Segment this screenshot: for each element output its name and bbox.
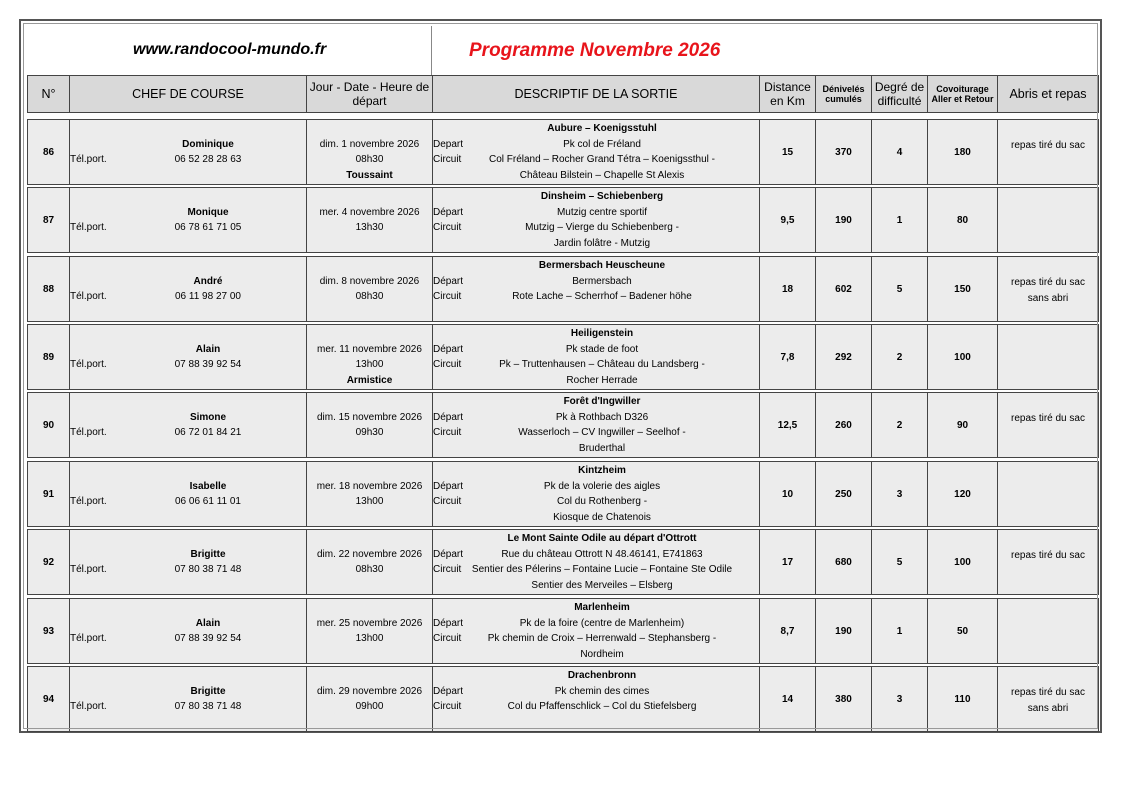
meal-info: repas tiré du sac <box>1011 413 1085 424</box>
outing-title: Marlenheim <box>574 602 630 613</box>
chef-cell <box>70 667 307 732</box>
chef-cell <box>70 188 307 253</box>
depart-place: Pk de la foire (centre de Marlenheim) <box>519 617 685 629</box>
chef-name: Monique <box>187 206 229 218</box>
date-cell <box>307 393 433 458</box>
carpool-cost: 100 <box>928 325 998 390</box>
meal-cell <box>998 393 1099 458</box>
circuit-line-1: Mutzig – Vierge du Schiebenberg - <box>525 222 679 233</box>
carpool-cost: 180 <box>928 120 998 185</box>
tel-label: Tél.port. <box>70 633 107 644</box>
outing-date: dim. 15 novembre 2026 <box>316 411 423 423</box>
row-number: 88 <box>28 257 70 322</box>
depart-label: Départ <box>433 480 464 492</box>
depart-place: Pk de la volerie des aigles <box>543 480 661 492</box>
depart-place: Pk à Rothbach D326 <box>555 411 649 423</box>
col-header-covoiturage: Covoiturage Aller et Retour <box>928 76 998 113</box>
difficulty: 3 <box>872 667 928 732</box>
chef-phone[interactable]: 06 78 61 71 05 <box>174 222 242 233</box>
tel-label: Tél.port. <box>70 359 107 370</box>
circuit-line-2: Château Bilstein – Chapelle St Alexis <box>519 169 685 181</box>
chef-name: Alain <box>195 343 221 355</box>
elevation-gain: 260 <box>816 393 872 458</box>
description-cell <box>433 120 760 185</box>
row-number: 94 <box>28 667 70 732</box>
outing-date: dim. 29 novembre 2026 <box>316 685 423 697</box>
tel-label: Tél.port. <box>70 291 107 302</box>
difficulty: 1 <box>872 599 928 664</box>
outing-title: Heiligenstein <box>570 328 634 339</box>
program-row <box>27 529 1099 595</box>
col-header-num: N° <box>28 76 70 113</box>
meal-cell <box>998 530 1099 595</box>
departure-time: 13h30 <box>355 222 384 233</box>
col-header-date: Jour - Date - Heure de départ <box>307 76 433 113</box>
distance-km: 17 <box>760 530 816 595</box>
outing-date: mer. 4 novembre 2026 <box>319 206 420 218</box>
col-header-chef: CHEF DE COURSE <box>70 76 307 113</box>
shelter-info: sans abri <box>1027 292 1069 304</box>
meal-info: repas tiré du sac <box>1011 277 1085 288</box>
outing-title: Le Mont Sainte Odile au départ d'Ottrott <box>507 533 697 544</box>
circuit-label: Circuit <box>433 564 462 575</box>
document-frame <box>19 19 1102 733</box>
elevation-gain: 292 <box>816 325 872 390</box>
holiday-note: Toussaint <box>346 169 393 181</box>
date-cell <box>307 120 433 185</box>
circuit-line-2: Sentier des Merveiles – Elsberg <box>531 579 673 591</box>
date-cell <box>307 257 433 322</box>
circuit-line-1: Col du Rothenberg - <box>556 496 648 507</box>
description-cell <box>433 393 760 458</box>
distance-km: 9,5 <box>760 188 816 253</box>
difficulty: 2 <box>872 393 928 458</box>
row-number: 86 <box>28 120 70 185</box>
holiday-note: Armistice <box>346 374 393 386</box>
holiday-note <box>307 647 432 663</box>
depart-place: Bermersbach <box>572 275 632 287</box>
circuit-label: Circuit <box>433 496 462 507</box>
distance-km: 15 <box>760 120 816 185</box>
tel-label: Tél.port. <box>70 222 107 233</box>
holiday-note <box>307 236 432 252</box>
col-header-desc: DESCRIPTIF DE LA SORTIE <box>433 76 760 113</box>
chef-cell <box>70 393 307 458</box>
departure-time: 08h30 <box>355 564 384 575</box>
date-cell <box>307 667 433 732</box>
program-row <box>27 461 1099 527</box>
depart-label: Depart <box>433 138 464 150</box>
chef-phone[interactable]: 07 88 39 92 54 <box>174 633 242 644</box>
difficulty: 1 <box>872 188 928 253</box>
circuit-line-2: Jardin folâtre - Mutzig <box>553 237 651 249</box>
depart-label: Départ <box>433 411 464 423</box>
distance-km: 18 <box>760 257 816 322</box>
elevation-gain: 602 <box>816 257 872 322</box>
meal-cell <box>998 599 1099 664</box>
description-cell <box>433 599 760 664</box>
date-cell <box>307 188 433 253</box>
row-number: 89 <box>28 325 70 390</box>
depart-place: Pk col de Fréland <box>563 138 641 150</box>
departure-time: 13h00 <box>355 633 384 644</box>
carpool-cost: 90 <box>928 393 998 458</box>
chef-cell <box>70 462 307 527</box>
chef-cell <box>70 599 307 664</box>
program-row <box>27 119 1099 185</box>
elevation-gain: 190 <box>816 188 872 253</box>
chef-name: Isabelle <box>189 480 227 492</box>
row-number: 87 <box>28 188 70 253</box>
difficulty: 5 <box>872 257 928 322</box>
col-header-abris: Abris et repas <box>998 76 1099 113</box>
col-header-degre: Degré de difficulté <box>872 76 928 113</box>
carpool-cost: 120 <box>928 462 998 527</box>
circuit-line-1: Col Fréland – Rocher Grand Tétra – Koenigssthul - <box>488 154 716 165</box>
chef-cell <box>70 530 307 595</box>
chef-name: André <box>193 275 223 287</box>
meal-info: repas tiré du sac <box>1011 550 1085 561</box>
shelter-info: sans abri <box>1027 702 1069 714</box>
circuit-label: Circuit <box>433 633 462 644</box>
carpool-cost: 50 <box>928 599 998 664</box>
meal-cell <box>998 667 1099 732</box>
circuit-label: Circuit <box>433 222 462 233</box>
chef-cell <box>70 257 307 322</box>
outing-date: mer. 18 novembre 2026 <box>316 480 423 492</box>
tel-label: Tél.port. <box>70 427 107 438</box>
date-cell <box>307 462 433 527</box>
col-header-deniveles: Dénivelés cumulés <box>816 76 872 113</box>
distance-km: 14 <box>760 667 816 732</box>
program-row <box>27 187 1099 253</box>
description-cell <box>433 530 760 595</box>
departure-time: 09h00 <box>355 701 384 712</box>
departure-time: 09h30 <box>355 427 384 438</box>
circuit-line-2: Rocher Herrade <box>566 374 638 386</box>
outing-title: Bermersbach Heuscheune <box>538 260 666 271</box>
tel-label: Tél.port. <box>70 496 107 507</box>
column-header-table <box>27 75 1099 113</box>
meal-cell <box>998 120 1099 185</box>
depart-label: Départ <box>433 685 464 697</box>
carpool-cost: 150 <box>928 257 998 322</box>
chef-phone[interactable]: 07 80 38 71 48 <box>174 701 242 712</box>
chef-phone[interactable]: 07 88 39 92 54 <box>174 359 242 370</box>
difficulty: 2 <box>872 325 928 390</box>
holiday-note <box>307 510 432 526</box>
circuit-label: Circuit <box>433 427 462 438</box>
circuit-line-1: Rote Lache – Scherrhof – Badener höhe <box>512 291 692 302</box>
row-number: 93 <box>28 599 70 664</box>
holiday-note <box>307 578 432 594</box>
program-row <box>27 598 1099 664</box>
chef-cell <box>70 325 307 390</box>
departure-time: 08h30 <box>355 154 384 165</box>
meal-cell <box>998 325 1099 390</box>
circuit-label: Circuit <box>433 701 462 712</box>
departure-time: 13h00 <box>355 359 384 370</box>
description-cell <box>433 462 760 527</box>
chef-phone[interactable]: 06 72 01 84 21 <box>174 427 242 438</box>
tel-label: Tél.port. <box>70 154 107 165</box>
elevation-gain: 680 <box>816 530 872 595</box>
distance-km: 7,8 <box>760 325 816 390</box>
circuit-line-2: Bruderthal <box>578 442 626 454</box>
depart-label: Départ <box>433 343 464 355</box>
row-number: 90 <box>28 393 70 458</box>
program-row <box>27 392 1099 458</box>
elevation-gain: 380 <box>816 667 872 732</box>
col-header-distance: Distance en Km <box>760 76 816 113</box>
elevation-gain: 190 <box>816 599 872 664</box>
holiday-note <box>307 441 432 457</box>
program-row <box>27 324 1099 390</box>
outing-title: Aubure – Koenigsstuhl <box>547 123 657 134</box>
departure-time: 08h30 <box>355 291 384 302</box>
outing-date: dim. 8 novembre 2026 <box>319 275 420 287</box>
outing-title: Drachenbronn <box>567 670 637 681</box>
circuit-line-1: Sentier des Pélerins – Fontaine Lucie – Fontaine Ste Odile <box>471 564 733 575</box>
depart-label: Départ <box>433 206 464 218</box>
circuit-label: Circuit <box>433 291 462 302</box>
circuit-line-1: Pk – Truttenhausen – Château du Landsberg - <box>499 359 705 370</box>
outing-title: Forêt d'Ingwiller <box>563 396 641 407</box>
difficulty: 4 <box>872 120 928 185</box>
chef-name: Brigitte <box>190 685 226 697</box>
description-cell <box>433 325 760 390</box>
distance-km: 8,7 <box>760 599 816 664</box>
site-url[interactable]: www.randocool-mundo.fr <box>133 41 327 58</box>
program-row <box>27 666 1099 732</box>
depart-place: Pk chemin des cimes <box>554 685 650 697</box>
circuit-label: Circuit <box>433 154 462 165</box>
meal-info: repas tiré du sac <box>1011 687 1085 698</box>
outing-date: dim. 1 novembre 2026 <box>319 138 420 150</box>
outing-title: Dinsheim – Schiebenberg <box>540 191 664 202</box>
holiday-note <box>307 305 432 321</box>
outing-date: mer. 25 novembre 2026 <box>316 617 423 629</box>
header-divider <box>431 26 432 75</box>
description-cell <box>433 188 760 253</box>
date-cell <box>307 599 433 664</box>
carpool-cost: 110 <box>928 667 998 732</box>
depart-label: Départ <box>433 548 464 560</box>
circuit-line-1: Wasserloch – CV Ingwiller – Seelhof - <box>518 427 686 438</box>
chef-phone[interactable]: 06 06 61 11 01 <box>175 496 241 507</box>
chef-phone[interactable]: 07 80 38 71 48 <box>174 564 242 575</box>
circuit-label: Circuit <box>433 359 462 370</box>
program-row <box>27 256 1099 322</box>
program-title: Programme Novembre 2026 <box>469 40 721 61</box>
row-number: 91 <box>28 462 70 527</box>
depart-place: Mutzig centre sportif <box>556 206 648 218</box>
chef-cell <box>70 120 307 185</box>
chef-phone[interactable]: 06 11 98 27 00 <box>175 291 241 302</box>
departure-time: 13h00 <box>355 496 384 507</box>
difficulty: 5 <box>872 530 928 595</box>
chef-name: Dominique <box>182 138 234 150</box>
difficulty: 3 <box>872 462 928 527</box>
meal-cell <box>998 462 1099 527</box>
meal-cell <box>998 188 1099 253</box>
distance-km: 12,5 <box>760 393 816 458</box>
row-number: 92 <box>28 530 70 595</box>
carpool-cost: 100 <box>928 530 998 595</box>
description-cell <box>433 257 760 322</box>
depart-place: Rue du château Ottrott N 48.46141, E741863 <box>501 548 703 560</box>
carpool-cost: 80 <box>928 188 998 253</box>
chef-name: Alain <box>195 617 221 629</box>
depart-label: Départ <box>433 275 464 287</box>
elevation-gain: 370 <box>816 120 872 185</box>
distance-km: 10 <box>760 462 816 527</box>
chef-name: Simone <box>189 411 227 423</box>
meal-cell <box>998 257 1099 322</box>
depart-place: Pk stade de foot <box>565 343 639 355</box>
tel-label: Tél.port. <box>70 701 107 712</box>
date-cell <box>307 325 433 390</box>
circuit-line-1: Col du Pfaffenschlick – Col du Stiefelsberg <box>507 701 697 712</box>
chef-name: Brigitte <box>190 548 226 560</box>
circuit-line-2: Nordheim <box>580 648 624 660</box>
meal-info: repas tiré du sac <box>1011 140 1085 151</box>
outing-date: dim. 22 novembre 2026 <box>316 548 423 560</box>
depart-label: Départ <box>433 617 464 629</box>
outing-title: Kintzheim <box>578 465 626 476</box>
holiday-note <box>307 715 432 731</box>
chef-phone[interactable]: 06 52 28 28 63 <box>174 154 242 165</box>
elevation-gain: 250 <box>816 462 872 527</box>
outing-date: mer. 11 novembre 2026 <box>317 343 422 355</box>
description-cell <box>433 667 760 732</box>
date-cell <box>307 530 433 595</box>
tel-label: Tél.port. <box>70 564 107 575</box>
circuit-line-2: Kiosque de Chatenois <box>553 511 651 523</box>
circuit-line-1: Pk chemin de Croix – Herrenwald – Stephansberg - <box>487 633 717 644</box>
